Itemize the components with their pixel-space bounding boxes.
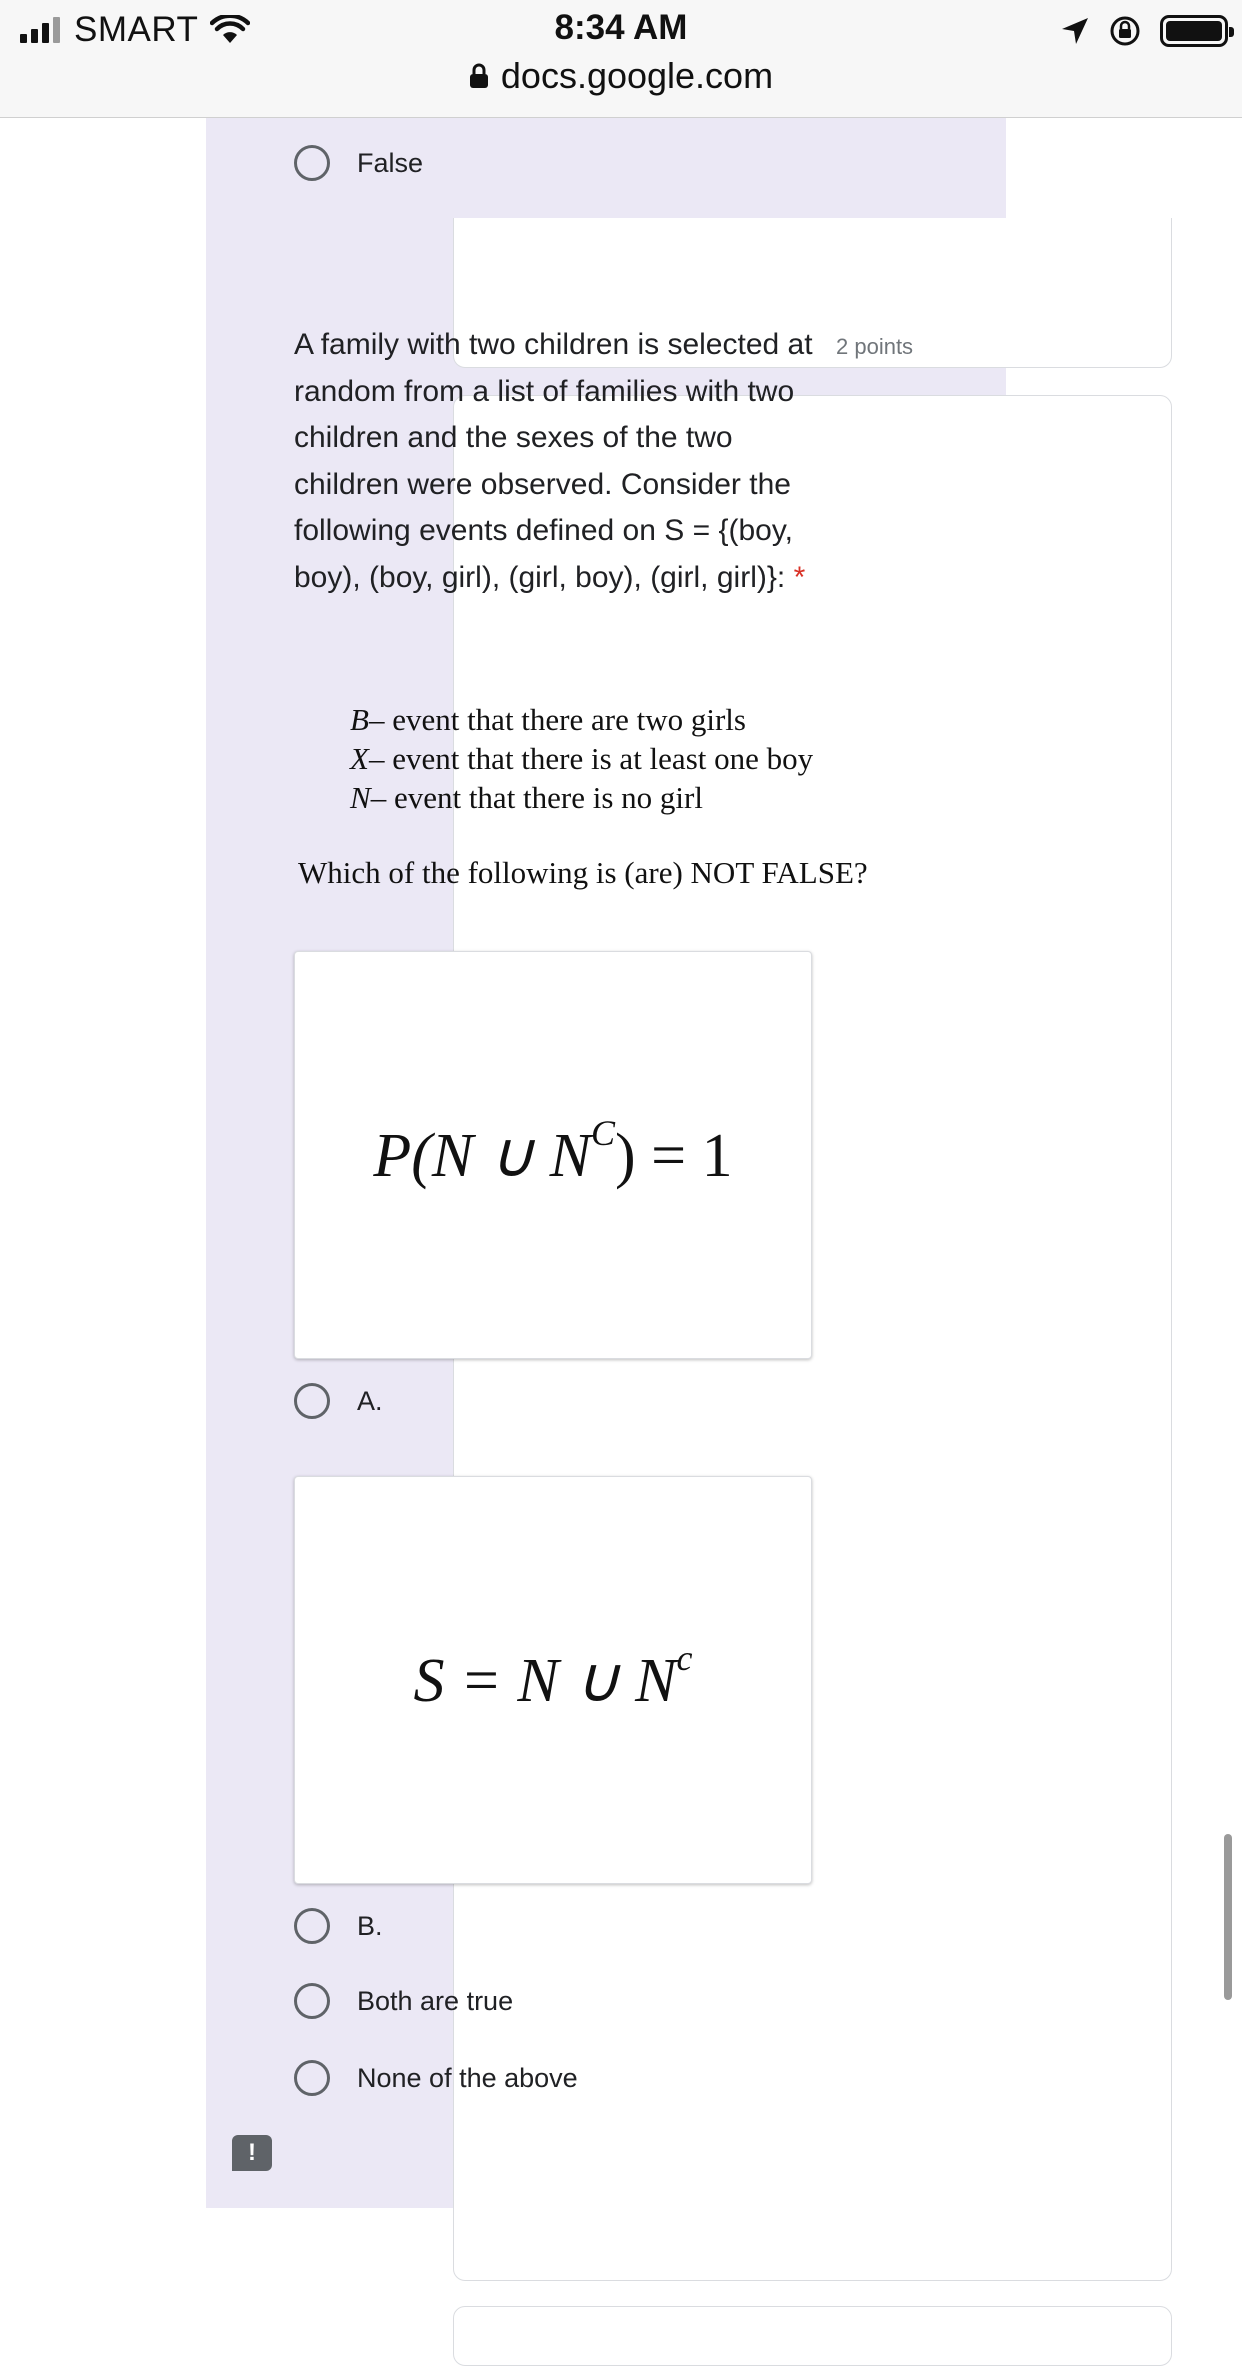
rotation-lock-icon <box>1108 14 1142 48</box>
question-image-prompt: Which of the following is (are) NOT FALSE? <box>298 855 868 890</box>
radio-button[interactable] <box>294 2060 330 2096</box>
option-false[interactable] <box>294 145 423 181</box>
option-b[interactable] <box>294 1908 383 1944</box>
location-arrow-icon <box>1060 16 1090 46</box>
option-label: B. <box>357 1910 383 1941</box>
formula-a: P(N ∪ $N^C) = 1$ <box>373 1113 733 1190</box>
option-b-image <box>294 1476 812 1884</box>
radio-button[interactable] <box>294 1908 330 1944</box>
event-line <box>350 778 813 817</box>
event-desc: – event that there is no girl <box>370 780 703 815</box>
status-time: 8:34 AM <box>554 8 688 47</box>
question-image-events <box>350 700 813 817</box>
radio-button[interactable] <box>294 145 330 181</box>
option-a-image <box>294 951 812 1359</box>
option-label: Both are true <box>357 1985 514 2016</box>
next-question-card <box>453 2306 1172 2366</box>
lock-icon <box>469 63 489 89</box>
scrollbar[interactable] <box>1224 1834 1232 2000</box>
option-label: False <box>357 147 424 178</box>
url-text: docs.google.com <box>500 55 774 96</box>
event-var: X <box>350 741 369 776</box>
url-bar[interactable] <box>0 55 1242 97</box>
option-label: A. <box>357 1385 383 1416</box>
event-desc: – event that there is at least one boy <box>368 741 814 776</box>
event-line <box>350 739 813 778</box>
status-right <box>1060 12 1228 50</box>
event-desc: – event that there are two girls <box>368 702 746 737</box>
carrier-name: SMART <box>74 10 199 49</box>
event-var: B <box>350 702 369 737</box>
browser-top-bar <box>0 0 1242 118</box>
points-label: 2 points <box>836 334 914 359</box>
option-both-true[interactable] <box>294 1983 513 2019</box>
option-a[interactable] <box>294 1383 383 1419</box>
report-issue-icon[interactable]: ! <box>232 2135 272 2171</box>
radio-button[interactable] <box>294 1983 330 2019</box>
battery-icon <box>1160 15 1228 47</box>
event-var: N <box>350 780 371 815</box>
option-label: None of the above <box>357 2062 578 2093</box>
question-title <box>294 322 834 601</box>
required-mark: * <box>793 560 806 594</box>
formula-b: S = N ∪ $N^c$ <box>413 1638 693 1715</box>
question-text: A family with two children is selected at random from a list of families with two children and the sexes of the two children were observed. Consider the following events defined on S = {(boy, boy), (boy, girl), (girl, boy), (girl, girl)}: <box>294 328 813 594</box>
event-line <box>350 700 813 739</box>
option-none[interactable] <box>294 2060 578 2096</box>
radio-button[interactable] <box>294 1383 330 1419</box>
